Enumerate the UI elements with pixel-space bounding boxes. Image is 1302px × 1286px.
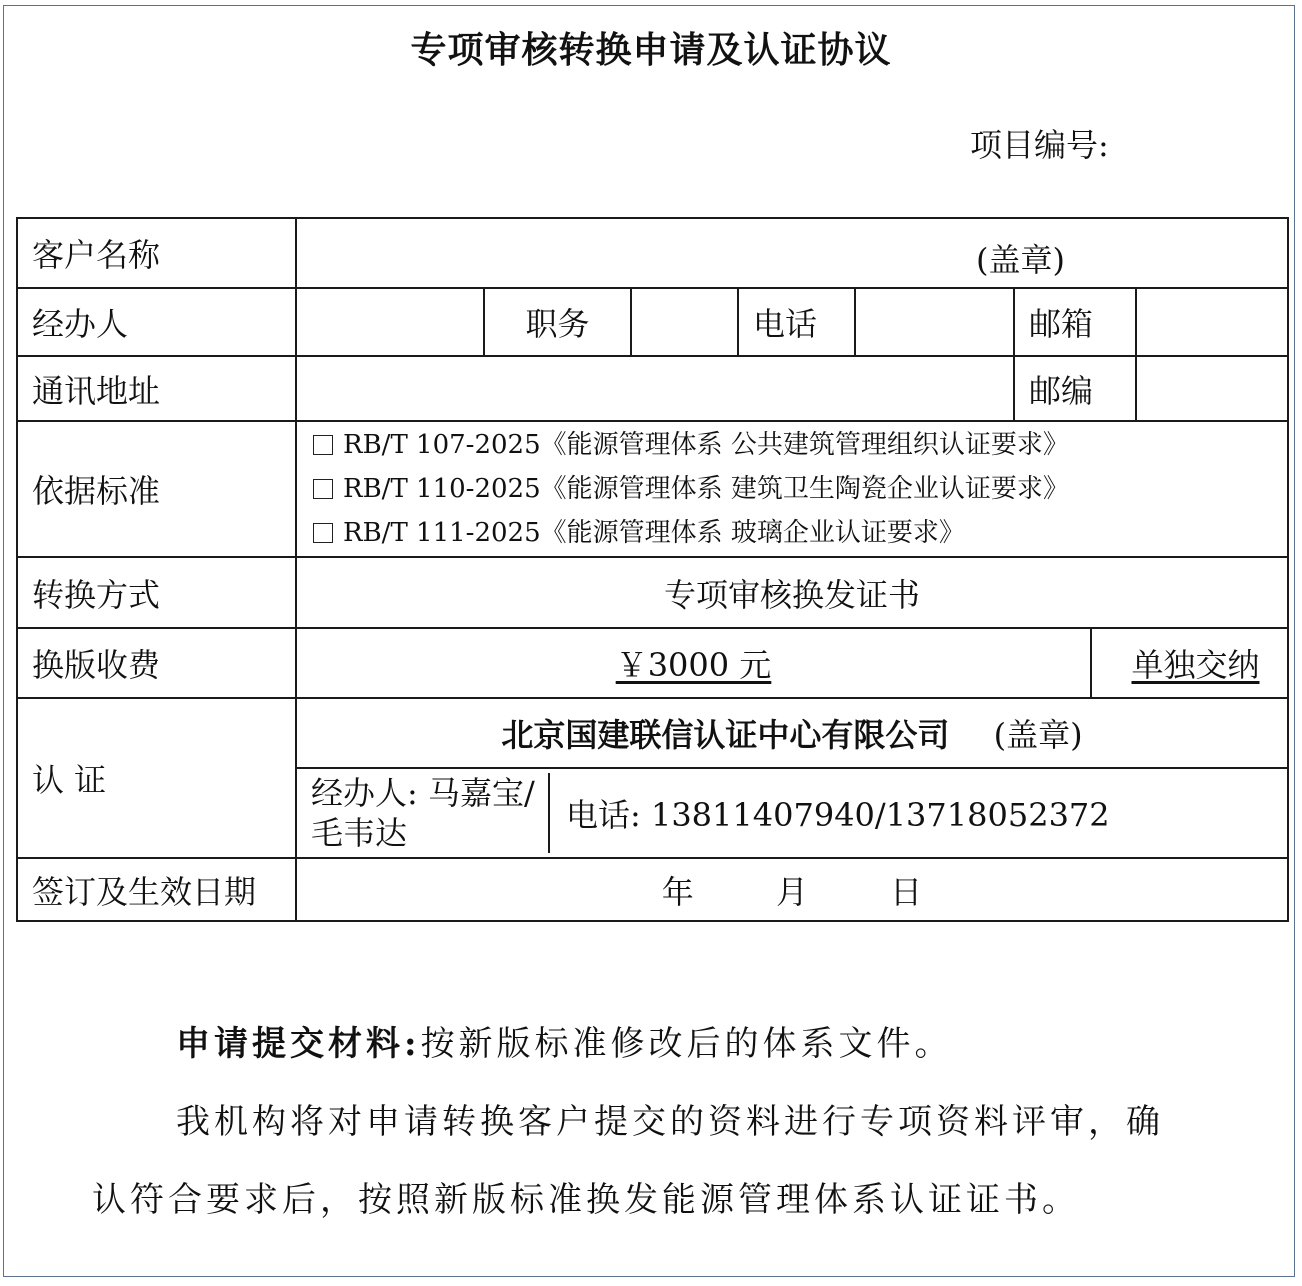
standard-option-107	[313, 423, 1287, 467]
cert-agent: 经办人: 马嘉宝/毛韦达	[311, 774, 535, 852]
date-label: 签订及生效日期	[17, 858, 296, 921]
materials-text: 按新版标准修改后的体系文件。	[420, 1024, 953, 1064]
phone-field[interactable]	[855, 288, 1014, 356]
row-standards	[17, 421, 1288, 557]
standard-option-110	[313, 467, 1287, 511]
fee-value: ￥3000 元	[615, 646, 772, 684]
cert-phone: 电话: 13811407940/13718052372	[566, 796, 1110, 834]
postcode-field[interactable]	[1136, 356, 1288, 421]
client-seal-note: (盖章)	[976, 241, 1065, 279]
fee-value-cell	[296, 628, 1091, 698]
phone-label: 电话	[738, 288, 855, 356]
paragraph-line-1: 我机构将对申请转换客户提交的资料进行专项资料评审，确	[176, 1102, 1164, 1142]
document-title: 专项审核转换申请及认证协议	[410, 29, 892, 71]
checkbox-110[interactable]	[313, 479, 333, 499]
standard-option-111	[313, 511, 1287, 555]
address-field[interactable]	[296, 356, 1014, 421]
materials-label: 申请提交材料:	[176, 1024, 421, 1064]
client-name-label: 客户名称	[17, 218, 296, 288]
standards-label: 依据标准	[17, 421, 296, 557]
cert-company-cell	[296, 698, 1288, 768]
row-client-name	[17, 218, 1288, 288]
project-number-label: 项目编号:	[970, 126, 1109, 164]
application-form-table	[16, 217, 1289, 922]
cert-label: 认 证	[17, 698, 296, 858]
postcode-label: 邮编	[1014, 356, 1136, 421]
fee-note: 单独交纳	[1131, 646, 1260, 684]
fee-label: 换版收费	[17, 628, 296, 698]
date-day: 日	[890, 872, 923, 911]
conversion-value: 专项审核换发证书	[296, 557, 1288, 628]
conversion-label: 转换方式	[17, 557, 296, 628]
paragraph-line-2: 认符合要求后，按照新版标准换发能源管理体系认证证书。	[92, 1180, 1080, 1220]
cert-contacts-layout	[297, 773, 1287, 853]
cert-seal-note: (盖章)	[993, 716, 1083, 754]
agent-label: 经办人	[17, 288, 296, 356]
row-agent	[17, 288, 1288, 356]
standard-107-text: RB/T 107-2025《能源管理体系 公共建筑管理组织认证要求》	[343, 430, 1069, 460]
row-conversion	[17, 557, 1288, 628]
standard-110-text: RB/T 110-2025《能源管理体系 建筑卫生陶瓷企业认证要求》	[343, 474, 1069, 504]
date-month: 月	[775, 872, 808, 911]
position-label: 职务	[484, 288, 631, 356]
standards-options	[296, 421, 1288, 557]
position-field[interactable]	[631, 288, 738, 356]
standard-111-text: RB/T 111-2025《能源管理体系 玻璃企业认证要求》	[343, 518, 965, 548]
materials-line	[176, 1016, 953, 1065]
client-name-field[interactable]	[296, 218, 1288, 288]
email-label: 邮箱	[1014, 288, 1136, 356]
cert-company-name: 北京国建联信认证中心有限公司	[501, 716, 950, 754]
date-year: 年	[661, 872, 694, 911]
row-fee	[17, 628, 1288, 698]
row-date	[17, 858, 1288, 921]
address-label: 通讯地址	[17, 356, 296, 421]
checkbox-111[interactable]	[313, 523, 333, 543]
agent-field[interactable]	[296, 288, 484, 356]
row-cert-company	[17, 698, 1288, 768]
email-field[interactable]	[1136, 288, 1288, 356]
fee-note-cell	[1091, 628, 1288, 698]
cert-agent-cell	[297, 773, 549, 853]
date-field[interactable]	[296, 858, 1288, 921]
cert-contacts-cell	[296, 768, 1288, 858]
checkbox-107[interactable]	[313, 435, 333, 455]
row-address	[17, 356, 1288, 421]
